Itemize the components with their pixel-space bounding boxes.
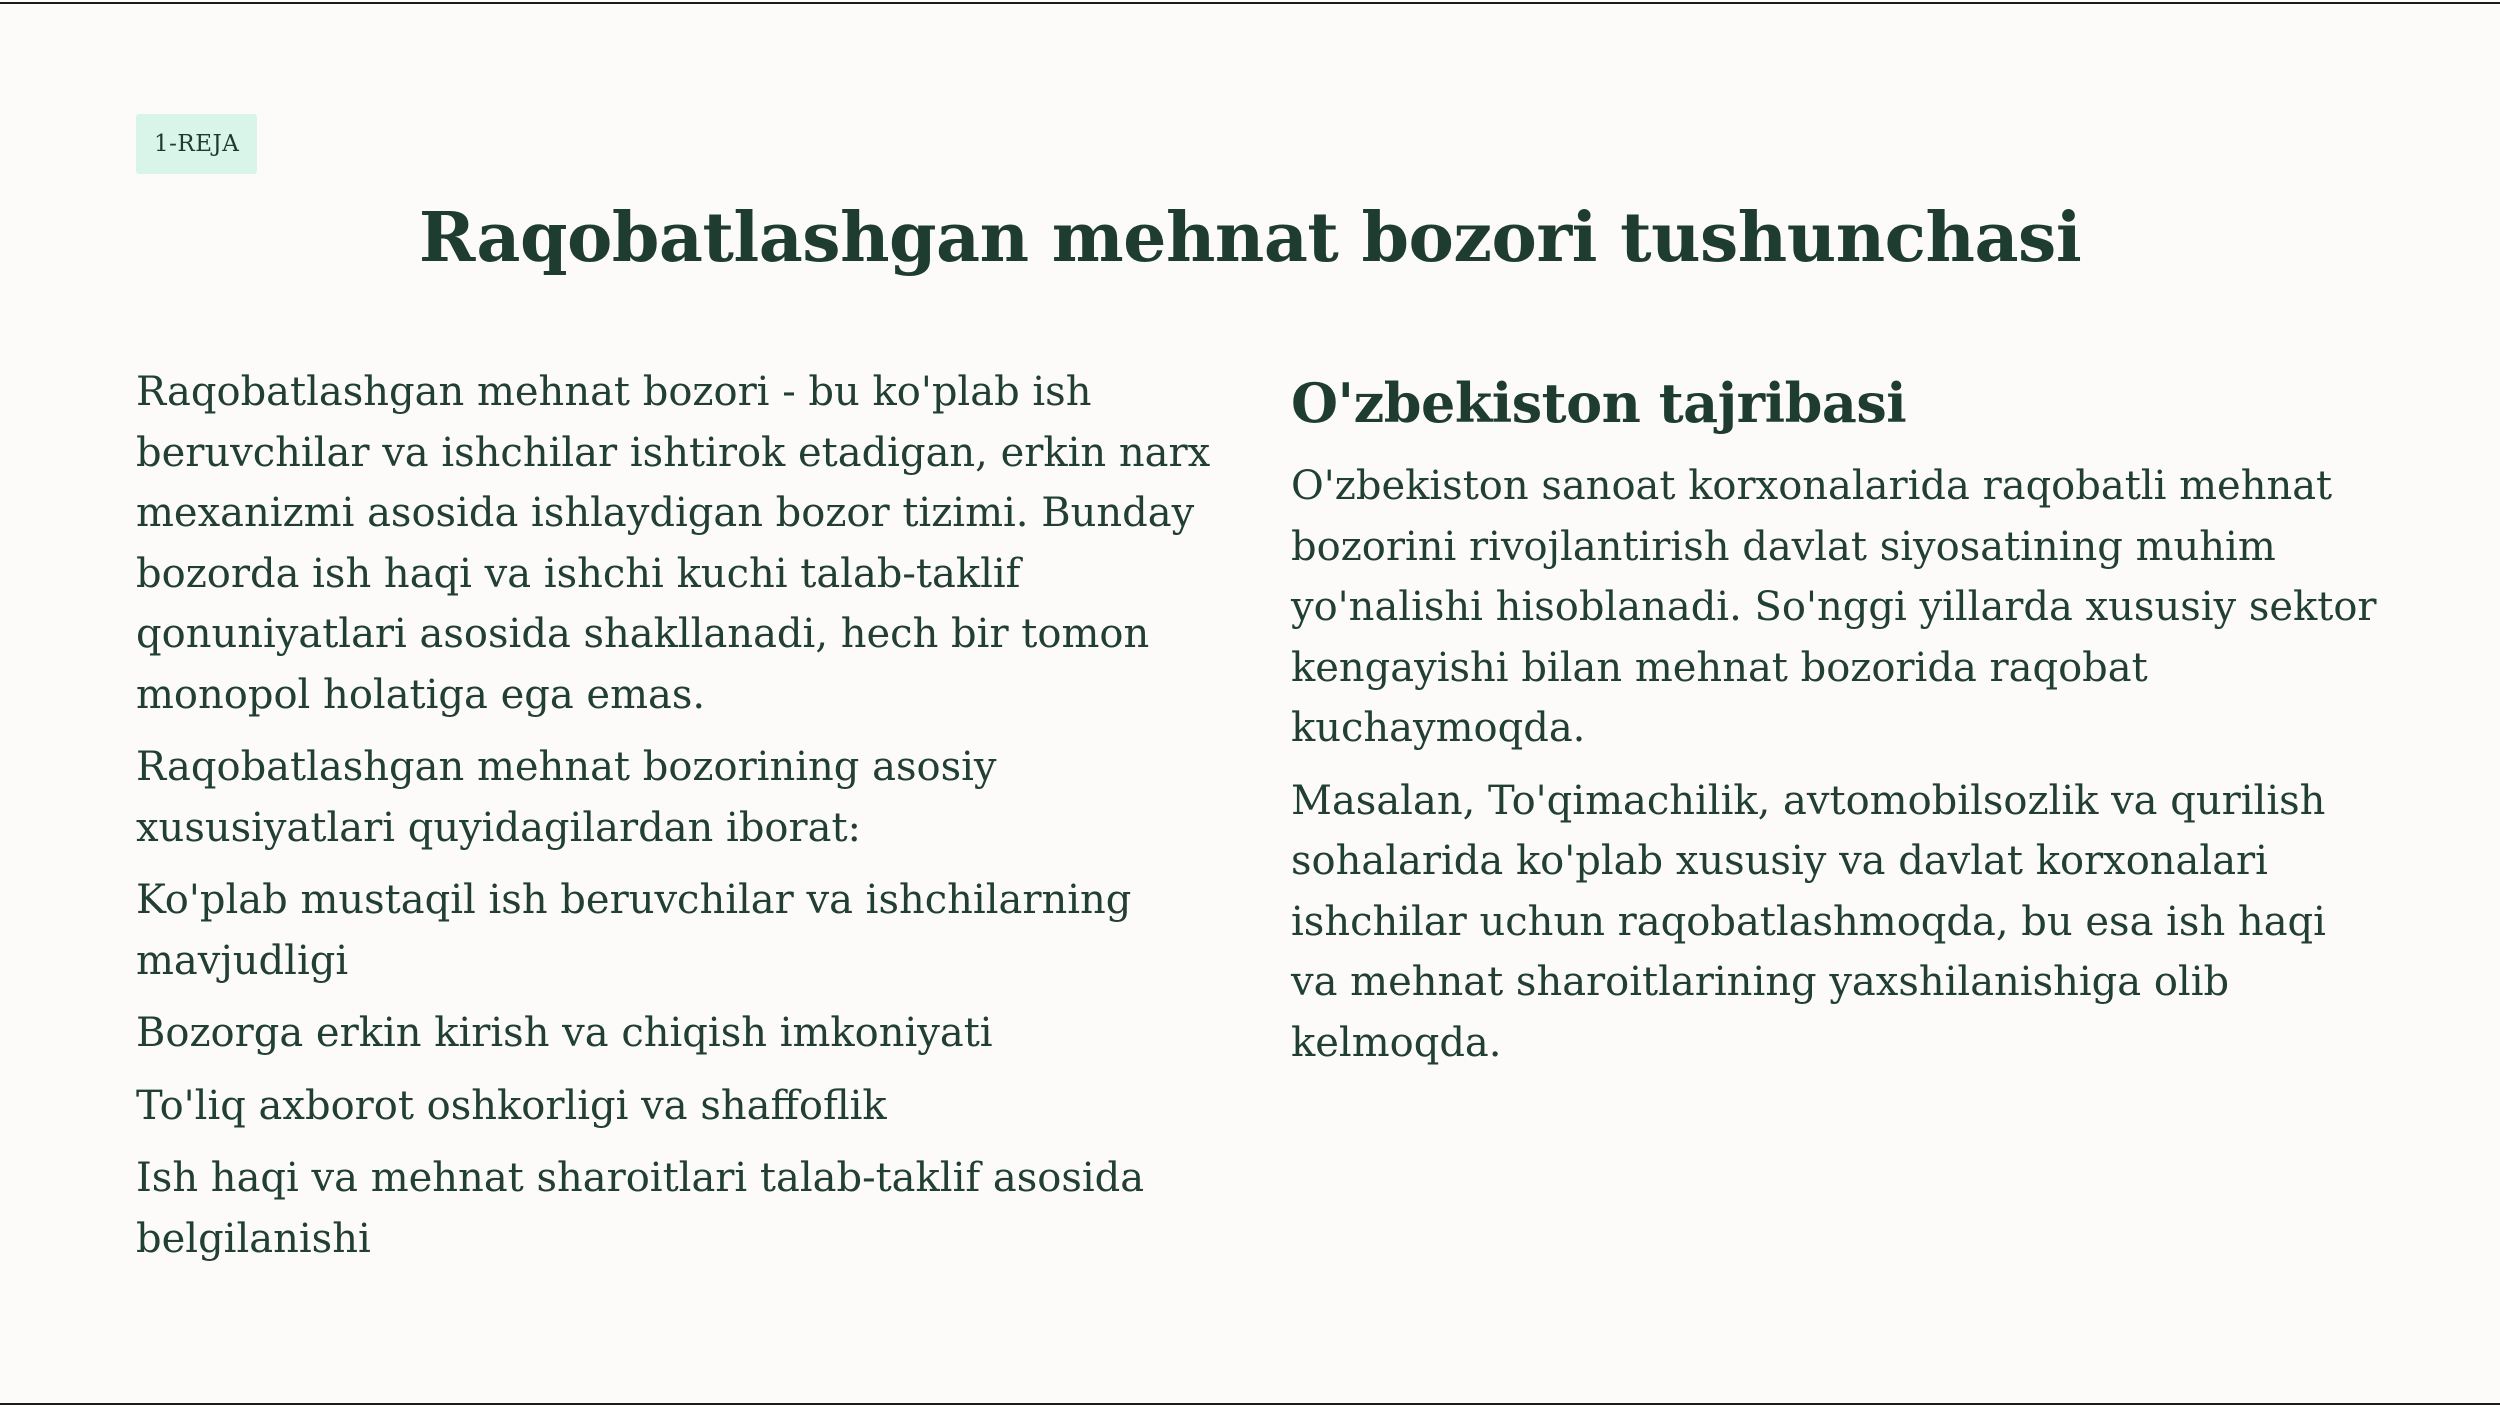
features-lead: Raqobatlashgan mehnat bozorining asosiy xususiyatlari quyidagilardan iborat: xyxy=(136,744,997,851)
feature-item: To'liq axborot oshkorligi va shaffoflik xyxy=(136,1082,887,1129)
left-column xyxy=(136,362,1226,1281)
right-column xyxy=(1291,456,2381,1085)
intro-paragraph: Raqobatlashgan mehnat bozori - bu ko'plab ish beruvchilar va ishchilar ishtirok etadigan, erkin narx mexanizmi asosida ishlaydigan bozor tizimi. Bunday bozorda ish haqi va ishchi kuchi talab-taklif qonuniyatlari asosida shakllanadi, hech bir tomon monopol holatiga ega emas. xyxy=(136,369,1211,718)
section-badge: 1-REJA xyxy=(136,114,257,174)
feature-item: Bozorga erkin kirish va chiqish imkoniyati xyxy=(136,1010,993,1056)
right-column-heading: O'zbekiston tajribasi xyxy=(1291,371,1907,435)
example-paragraph: Masalan, To'qimachilik, avtomobilsozlik va qurilish sohalarida ko'plab xususiy va davlat korxonalari ishchilar uchun raqobatlashmoqda, bu esa ish haqi va mehnat sharoitlarining yaxshilanishiga olib kelmoqda. xyxy=(1291,777,2326,1066)
slide xyxy=(0,2,2500,1405)
slide-title: Raqobatlashgan mehnat bozori tushunchasi xyxy=(418,198,2082,278)
feature-item: Ko'plab mustaqil ish beruvchilar va ishchilarning mavjudligi xyxy=(136,877,1132,984)
experience-paragraph: O'zbekiston sanoat korxonalarida raqobatli mehnat bozorini rivojlantirish davlat siyosatining muhim yo'nalishi hisoblanadi. So'nggi yillarda xususiy sektor kengayishi bilan mehnat bozorida raqobat kuchaymoqda. xyxy=(1291,463,2377,751)
feature-item: Ish haqi va mehnat sharoitlari talab-taklif asosida belgilanishi xyxy=(136,1155,1145,1262)
